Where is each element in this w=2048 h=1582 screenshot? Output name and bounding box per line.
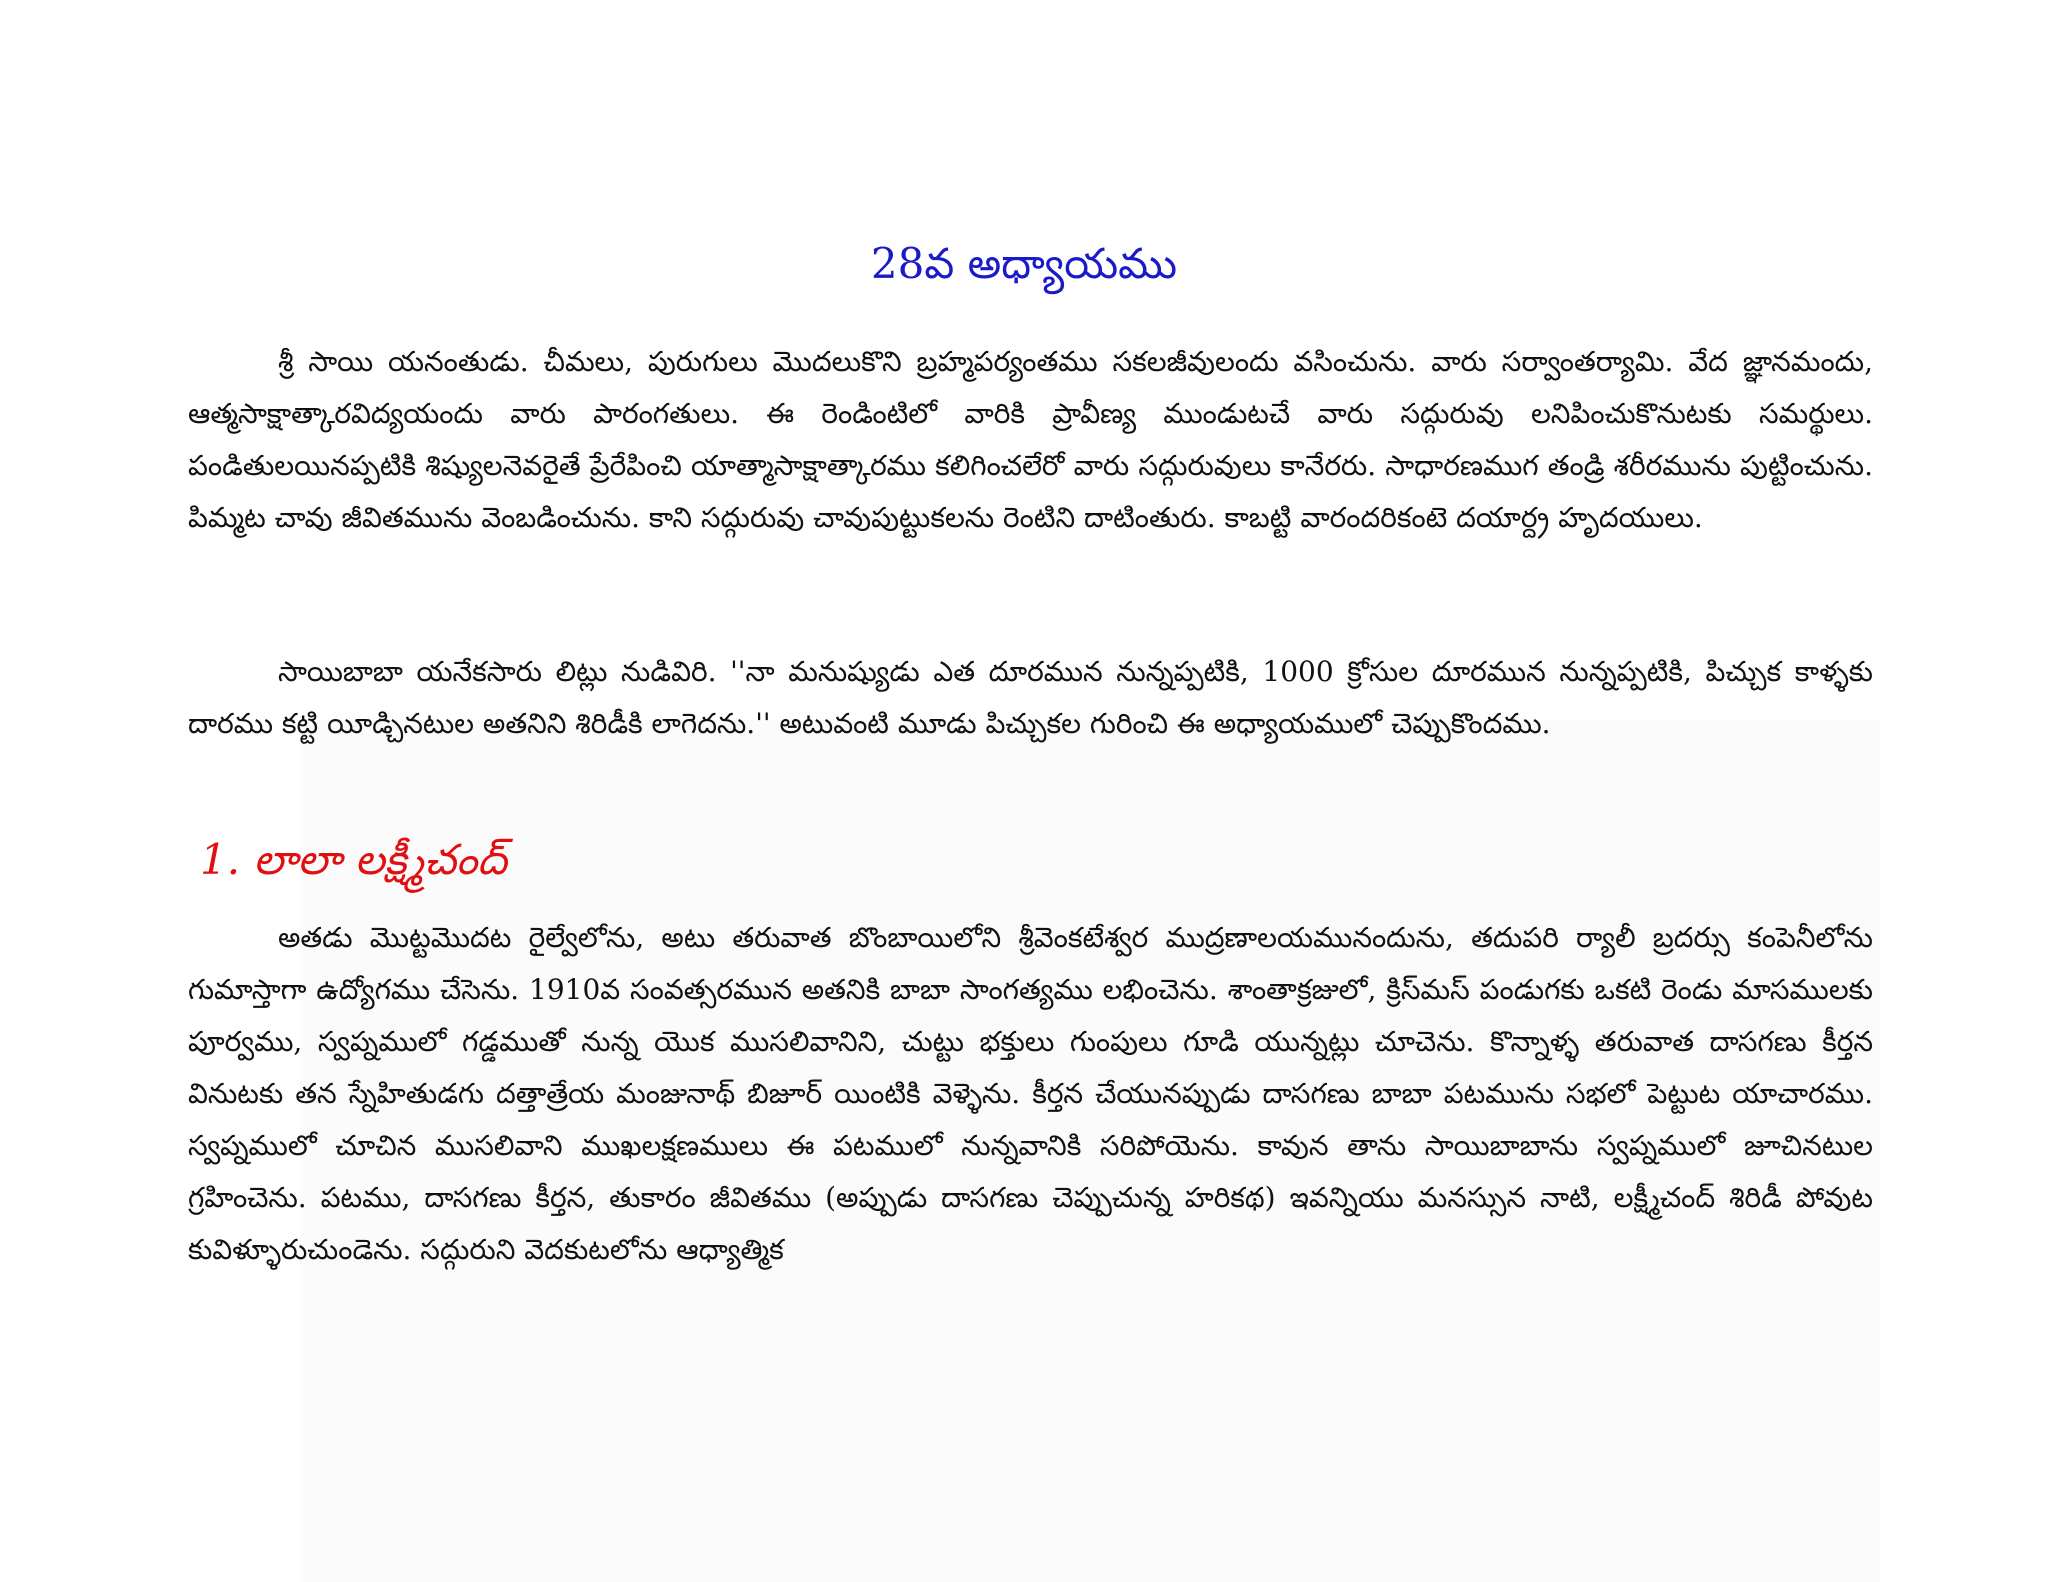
chapter-title: 28వ అధ్యాయము [870, 239, 1178, 288]
paragraph-intro: శ్రీ సాయి యనంతుడు. చీమలు, పురుగులు మొదలుకొని బ్రహ్మపర్యంతము సకలజీవులందు వసించును. వారు సర్వాంతర్యామి. వేద జ్ఞానమందు, ఆత్మసాక్షాత్కారవిద్యయందు వారు పారంగతులు. ఈ రెండింటిలో వారికి ప్రావీణ్య ముండుటచే వారు సద్గురువు లనిపించుకొనుటకు సమర్థులు. పండితులయినప్పటికి శిష్యులనెవరైతే ప్రేరేపించి యాత్మాసాక్షాత్కారము కలిగించలేరో వారు సద్గురువులు కానేరరు. సాధారణముగ తండ్రి శరీరమును పుట్టించును. పిమ్మట చావు జీవితమును వెంబడించును. కాని సద్గురువు చావుపుట్టుకలను రెంటిని దాటింతురు. కాబట్టి వారందరికంటె దయార్ద్ర హృదయులు. [188, 345, 1873, 534]
paragraph-lakshmichand: అతడు మొట్టమొదట రైల్వేలోను, అటు తరువాత బొంబాయిలోని శ్రీవెంకటేశ్వర ముద్రణాలయమునందును, తదుపరి ర్యాలీ బ్రదర్సు కంపెనీలోను గుమాస్తాగా ఉద్యోగము చేసెను. 1910వ సంవత్సరమున అతనికి బాబా సాంగత్యము లభించెను. శాంతాక్రజులో, క్రిస్‌మస్ పండుగకు ఒకటి రెండు మాసములకు పూర్వము, స్వప్నములో గడ్డముతో నున్న యొక ముసలివానిని, చుట్టు భక్తులు గుంపులు గూడి యున్నట్లు చూచెను. కొన్నాళ్ళ తరువాత దాసగణు కీర్తన వినుటకు తన స్నేహితుడగు దత్తాత్రేయ మంజునాథ్ బిజూర్ యింటికి వెళ్ళెను. కీర్తన చేయునప్పుడు దాసగణు బాబా పటమును సభలో పెట్టుట యాచారము. స్వప్నములో చూచిన ముసలివాని ముఖలక్షణములు ఈ పటములో నున్నవానికి సరిపోయెను. కావున తాను సాయిబాబాను స్వప్నములో జూచినటుల గ్రహించెను. పటము, దాసగణు కీర్తన, తుకారం జీవితము (అప్పుడు దాసగణు చెప్పుచున్న హరికథ) ఇవన్నియు మనస్సున నాటి, లక్ష్మీచంద్ శిరిడీ పోవుట కువిళ్ళూరుచుండెను. సద్గురుని వెదకుటలోను ఆధ్యాత్మిక [188, 921, 1873, 1266]
paragraph-sparrows: సాయిబాబా యనేకసారు లిట్లు నుడివిరి. ''నా మనుష్యుడు ఎత దూరమున నున్నప్పటికి, 1000 క్రోసుల దూరమున నున్నప్పటికి, పిచ్చుక కాళ్ళకు దారము కట్టి యీడ్చినటుల అతనిని శిరిడీకి లాగెదను.'' అటువంటి మూడు పిచ్చుకల గురించి ఈ అధ్యాయములో చెప్పుకొందము. [188, 655, 1873, 740]
section-heading-lakshmichand: 1. లాలా లక్ష్మీచంద్ [200, 835, 507, 884]
